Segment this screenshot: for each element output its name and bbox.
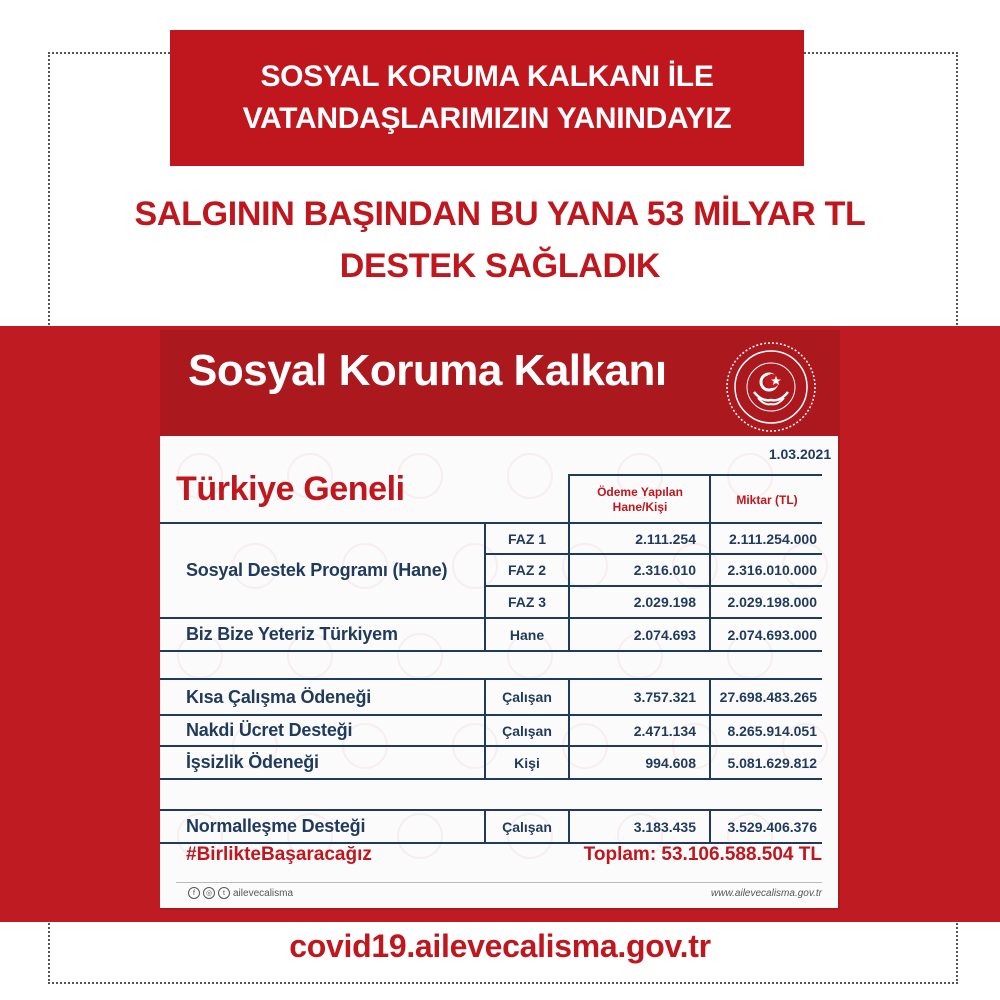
row-count: 2.471.134 (633, 722, 696, 739)
social-handle: ailevecalisma (233, 887, 294, 899)
row-count: 2.074.693 (633, 626, 696, 643)
row-unit: FAZ 3 (507, 594, 547, 610)
row-unit: Hane (509, 626, 545, 643)
sdp-label: Sosyal Destek Programı (Hane) (186, 559, 448, 580)
row-label: Biz Bize Yeteriz Türkiyem (186, 624, 398, 644)
grid-line (160, 650, 822, 652)
bottom-url[interactable]: covid19.ailevecalisma.gov.tr (289, 928, 711, 964)
header-count: Ödeme Yapılan Hane/Kişi (597, 485, 683, 514)
row-count: 994.608 (645, 754, 696, 771)
table-date: 1.03.2021 (768, 446, 832, 462)
region-title: Türkiye Geneli (176, 470, 405, 508)
table-card (160, 436, 838, 908)
row-unit: FAZ 2 (507, 562, 547, 578)
row-label: Nakdi Ücret Desteği (186, 720, 353, 740)
row-amount: 8.265.914.051 (727, 722, 817, 739)
row-amount: 2.074.693.000 (727, 626, 817, 643)
row-amount: 5.081.629.812 (727, 754, 817, 771)
header-amount: Miktar (TL) (736, 492, 798, 507)
row-count: 2.316.010 (633, 562, 696, 578)
social-links (188, 887, 293, 899)
headline-line-1: SALGININ BAŞINDAN BU YANA 53 MİLYAR TL (134, 195, 866, 233)
total-amount: Toplam: 53.106.588.504 TL (583, 844, 822, 865)
row-count: 2.029.198 (633, 594, 696, 610)
facebook-icon[interactable]: f (188, 887, 200, 899)
headline (60, 188, 940, 292)
row-unit: FAZ 1 (507, 530, 547, 547)
row-label: Normalleşme Desteği (186, 816, 366, 836)
row-amount: 2.316.010.000 (727, 562, 817, 578)
grid-line (568, 474, 570, 522)
row-unit: Kişi (514, 754, 540, 771)
grid-line (568, 474, 822, 476)
row-amount: 27.698.483.265 (719, 689, 817, 705)
row-count: 3.183.435 (633, 818, 696, 835)
row-label: Kısa Çalışma Ödeneği (186, 686, 372, 707)
row-amount: 2.111.254.000 (729, 530, 817, 547)
banner-line-1: SOSYAL KORUMA KALKANI İLE (260, 60, 714, 93)
banner-line-2: VATANDAŞLARIMIZIN YANINDAYIZ (242, 102, 732, 135)
instagram-icon[interactable]: ◎ (203, 887, 215, 899)
ministry-seal-icon (724, 340, 818, 434)
row-label: İşsizlik Ödeneği (186, 752, 319, 772)
headline-line-2: DESTEK SAĞLADIK (339, 247, 661, 285)
row-count: 3.757.321 (633, 689, 696, 705)
row-unit: Çalışan (502, 722, 552, 739)
website-link[interactable]: www.ailevecalisma.gov.tr (711, 888, 822, 899)
top-banner (170, 30, 804, 166)
footer-divider (176, 882, 822, 883)
row-unit: Çalışan (502, 689, 552, 705)
hashtag: #BirlikteBaşaracağız (186, 844, 372, 865)
row-unit: Çalışan (502, 818, 552, 835)
twitter-icon[interactable]: t (218, 887, 230, 899)
grid-line (160, 778, 822, 780)
row-amount: 3.529.406.376 (727, 818, 817, 835)
band-title: Sosyal Koruma Kalkanı (188, 346, 667, 395)
row-count: 2.111.254 (635, 530, 696, 547)
row-amount: 2.029.198.000 (727, 594, 817, 610)
